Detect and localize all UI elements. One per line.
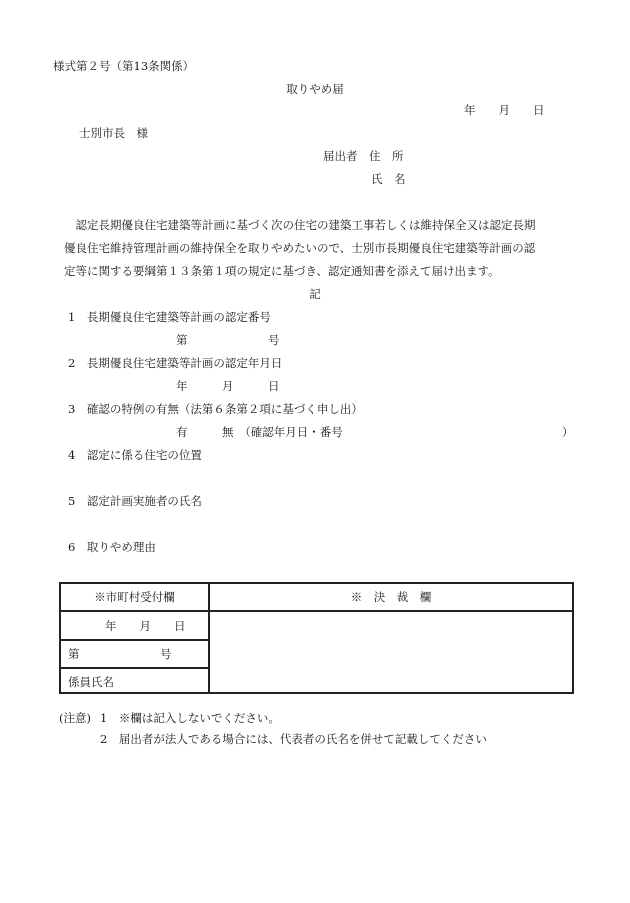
item-5: 5 認定計画実施者の氏名 (68, 494, 202, 508)
form-id: 様式第２号（第13条関係） (53, 59, 195, 73)
ki-heading: 記 (309, 287, 321, 301)
item-1: 1 長期優良住宅建築等計画の認定番号 (68, 310, 271, 324)
body-line-1: 認定長期優良住宅建築等計画に基づく次の住宅の建築工事若しくは維持保全又は認定長期 (64, 218, 536, 232)
table-row-line-2 (61, 667, 208, 669)
table-row-line-1 (61, 639, 208, 641)
item-4: 4 認定に係る住宅の位置 (68, 448, 202, 462)
note-1: 1 ※欄は記入しないでください。 (100, 711, 280, 725)
item-2: 2 長期優良住宅建築等計画の認定年月日 (68, 356, 283, 370)
date-line: 年 月 日 (464, 103, 545, 117)
body-line-3: 定等に関する要綱第１３条第１項の規定に基づき、認定通知書を添えて届け出ます。 (64, 264, 500, 278)
item-3-sub: 有 無 （確認年月日・番号 (176, 425, 343, 439)
table-header-line (61, 610, 572, 612)
decision-header: ※ 決 裁 欄 (350, 590, 432, 604)
reception-number: 第 号 (68, 647, 172, 661)
item-3-close: ） (562, 425, 574, 439)
office-use-table (59, 582, 574, 694)
item-3: 3 確認の特例の有無（法第６条第２項に基づく申し出） (68, 402, 363, 416)
body-line-2: 優良住宅維持管理計画の維持保全を取りやめたいので、士別市長期優良住宅建築等計画の認 (64, 241, 536, 255)
addressee: 士別市長 様 (79, 126, 148, 140)
page-title: 取りやめ届 (286, 82, 344, 96)
item-6: 6 取りやめ理由 (68, 540, 156, 554)
notes-label: (注意) (59, 711, 91, 725)
staff-name-label: 係員氏名 (68, 675, 114, 689)
applicant-address-label: 届出者 住 所 (323, 149, 404, 163)
item-1-sub: 第 号 (176, 333, 280, 347)
note-2: 2 届出者が法人である場合には、代表者の氏名を併せて記載してください (100, 732, 487, 746)
reception-date: 年 月 日 (105, 619, 186, 633)
item-2-sub: 年 月 日 (176, 379, 280, 393)
applicant-name-label: 氏 名 (371, 172, 406, 186)
reception-header: ※市町村受付欄 (94, 590, 175, 604)
